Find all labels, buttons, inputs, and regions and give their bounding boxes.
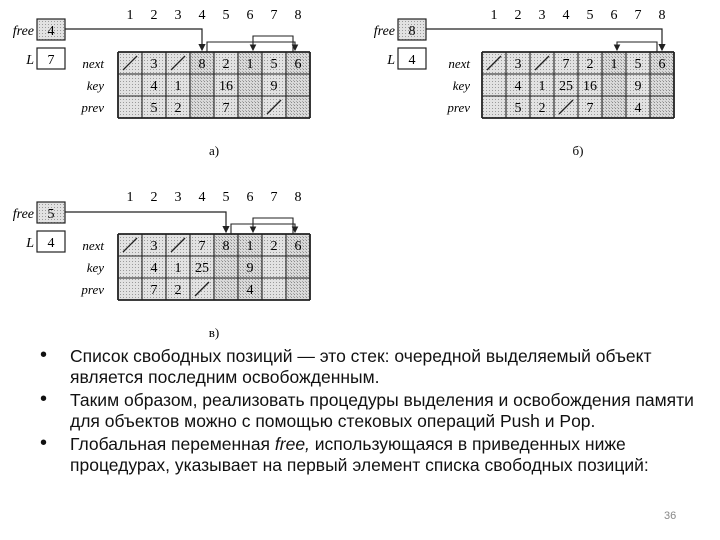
row-label: next — [82, 56, 104, 71]
key-cell: 9 — [634, 79, 642, 94]
free-label: free — [12, 207, 34, 222]
diagram-caption: а) — [208, 143, 220, 158]
list-head-label: L — [26, 53, 34, 68]
index-label: 2 — [150, 190, 158, 205]
prev-cell: 2 — [174, 101, 182, 116]
bullet-text-after: использующаяся в приведенных ниже процедурах, указывает на первый элемент списка свободных позиций: — [70, 434, 649, 475]
diagram-caption: в) — [208, 325, 220, 340]
next-cell: 3 — [514, 57, 522, 72]
list-head-value: 7 — [47, 53, 55, 68]
index-label: 8 — [294, 190, 302, 205]
next-cell: 2 — [586, 57, 594, 72]
row-label: prev — [81, 282, 104, 297]
free-value: 8 — [408, 24, 416, 39]
key-cell: 9 — [246, 261, 254, 276]
list-head-value: 4 — [408, 53, 416, 68]
prev-cell: 5 — [514, 101, 522, 116]
index-label: 3 — [174, 8, 182, 23]
cell-background — [118, 96, 142, 118]
index-label: 2 — [150, 8, 158, 23]
free-pointer-arrow — [426, 29, 662, 50]
key-cell: 1 — [174, 79, 182, 94]
cell-background — [238, 74, 262, 96]
key-cell: 9 — [270, 79, 278, 94]
cell-background — [118, 278, 142, 300]
next-cell: 2 — [270, 239, 278, 254]
bullet-text: Список свободных позиций — это стек: очередной выделяемый объект является последним освобожденным. — [70, 346, 652, 387]
row-label: key — [452, 78, 470, 93]
next-cell: 5 — [634, 57, 642, 72]
next-cell: 8 — [198, 57, 206, 72]
next-cell: 8 — [222, 239, 230, 254]
key-cell: 4 — [150, 261, 158, 276]
row-label: prev — [81, 100, 104, 115]
free-label: free — [373, 24, 395, 39]
next-cell: 3 — [150, 57, 158, 72]
index-label: 3 — [538, 8, 546, 23]
next-cell: 7 — [198, 239, 206, 254]
row-label: next — [82, 238, 104, 253]
key-cell: 16 — [583, 79, 597, 94]
prev-cell: 7 — [150, 283, 158, 298]
cell-background — [262, 278, 286, 300]
prev-cell: 4 — [246, 283, 254, 298]
bullet-list — [40, 346, 700, 478]
cell-background — [650, 96, 674, 118]
cell-background — [238, 96, 262, 118]
row-label: key — [86, 78, 104, 93]
index-label: 6 — [246, 190, 254, 205]
index-label: 1 — [490, 8, 498, 23]
next-cell: 1 — [246, 57, 254, 72]
prev-cell: 7 — [586, 101, 594, 116]
index-label: 5 — [586, 8, 594, 23]
cell-background — [650, 74, 674, 96]
index-label: 5 — [222, 8, 230, 23]
row-label: key — [86, 260, 104, 275]
free-list-arrow — [253, 218, 293, 234]
next-cell: 1 — [246, 239, 254, 254]
index-label: 3 — [174, 190, 182, 205]
index-label: 7 — [270, 8, 278, 23]
cell-background — [286, 74, 310, 96]
diagram-caption: б) — [572, 143, 584, 158]
bullet-item — [40, 434, 700, 476]
diagram-a — [13, 8, 310, 158]
cell-background — [118, 74, 142, 96]
cell-background — [286, 96, 310, 118]
free-list-arrow — [617, 42, 657, 52]
diagram-b — [374, 8, 674, 158]
cell-background — [482, 96, 506, 118]
index-label: 4 — [198, 8, 206, 23]
prev-cell: 4 — [634, 101, 642, 116]
prev-cell: 2 — [174, 283, 182, 298]
cell-background — [118, 256, 142, 278]
free-value: 4 — [47, 24, 55, 39]
prev-cell: 7 — [222, 101, 230, 116]
free-value: 5 — [47, 207, 55, 222]
index-label: 1 — [126, 190, 134, 205]
index-label: 7 — [634, 8, 642, 23]
next-cell: 1 — [610, 57, 618, 72]
key-cell: 25 — [195, 261, 209, 276]
free-variable-name: free, — [274, 434, 310, 454]
index-label: 6 — [246, 8, 254, 23]
bullet-text: Таким образом, реализовать процедуры выделения и освобождения памяти для объектов можно с помощью стековых операций Push и Pop. — [70, 390, 694, 431]
index-label: 4 — [198, 190, 206, 205]
cell-background — [482, 74, 506, 96]
key-cell: 4 — [150, 79, 158, 94]
index-label: 4 — [562, 8, 570, 23]
row-label: prev — [447, 100, 470, 115]
free-label: free — [12, 24, 34, 39]
key-cell: 1 — [174, 261, 182, 276]
cell-background — [602, 74, 626, 96]
cell-background — [190, 74, 214, 96]
prev-cell: 5 — [150, 101, 158, 116]
index-label: 8 — [658, 8, 666, 23]
next-cell: 2 — [222, 57, 230, 72]
index-label: 1 — [126, 8, 134, 23]
cell-background — [214, 278, 238, 300]
cell-background — [190, 96, 214, 118]
next-cell: 6 — [294, 239, 302, 254]
cell-background — [262, 256, 286, 278]
key-cell: 16 — [219, 79, 233, 94]
next-cell: 6 — [658, 57, 666, 72]
bullet-text-before: Глобальная переменная — [70, 434, 275, 454]
cell-background — [214, 256, 238, 278]
index-label: 8 — [294, 8, 302, 23]
next-cell: 7 — [562, 57, 570, 72]
list-head-value: 4 — [47, 236, 55, 251]
free-list-arrow — [231, 224, 295, 234]
diagram-c — [13, 190, 310, 340]
free-pointer-arrow — [65, 212, 226, 232]
cell-background — [602, 96, 626, 118]
free-pointer-arrow — [65, 29, 202, 50]
next-cell: 3 — [150, 239, 158, 254]
slide-number: 36 — [664, 510, 677, 522]
cell-background — [286, 278, 310, 300]
bullet-item — [40, 346, 700, 388]
free-list-arrow — [253, 36, 293, 52]
index-label: 6 — [610, 8, 618, 23]
next-cell: 5 — [270, 57, 278, 72]
prev-cell: 2 — [538, 101, 546, 116]
index-label: 2 — [514, 8, 522, 23]
list-head-label: L — [387, 53, 395, 68]
next-cell: 6 — [294, 57, 302, 72]
free-list-arrow — [207, 42, 295, 52]
key-cell: 25 — [559, 79, 573, 94]
row-label: next — [448, 56, 470, 71]
index-label: 5 — [222, 190, 230, 205]
cell-background — [286, 256, 310, 278]
list-head-label: L — [26, 236, 34, 251]
key-cell: 1 — [538, 79, 546, 94]
index-label: 7 — [270, 190, 278, 205]
bullet-item — [40, 390, 700, 432]
key-cell: 4 — [514, 79, 522, 94]
